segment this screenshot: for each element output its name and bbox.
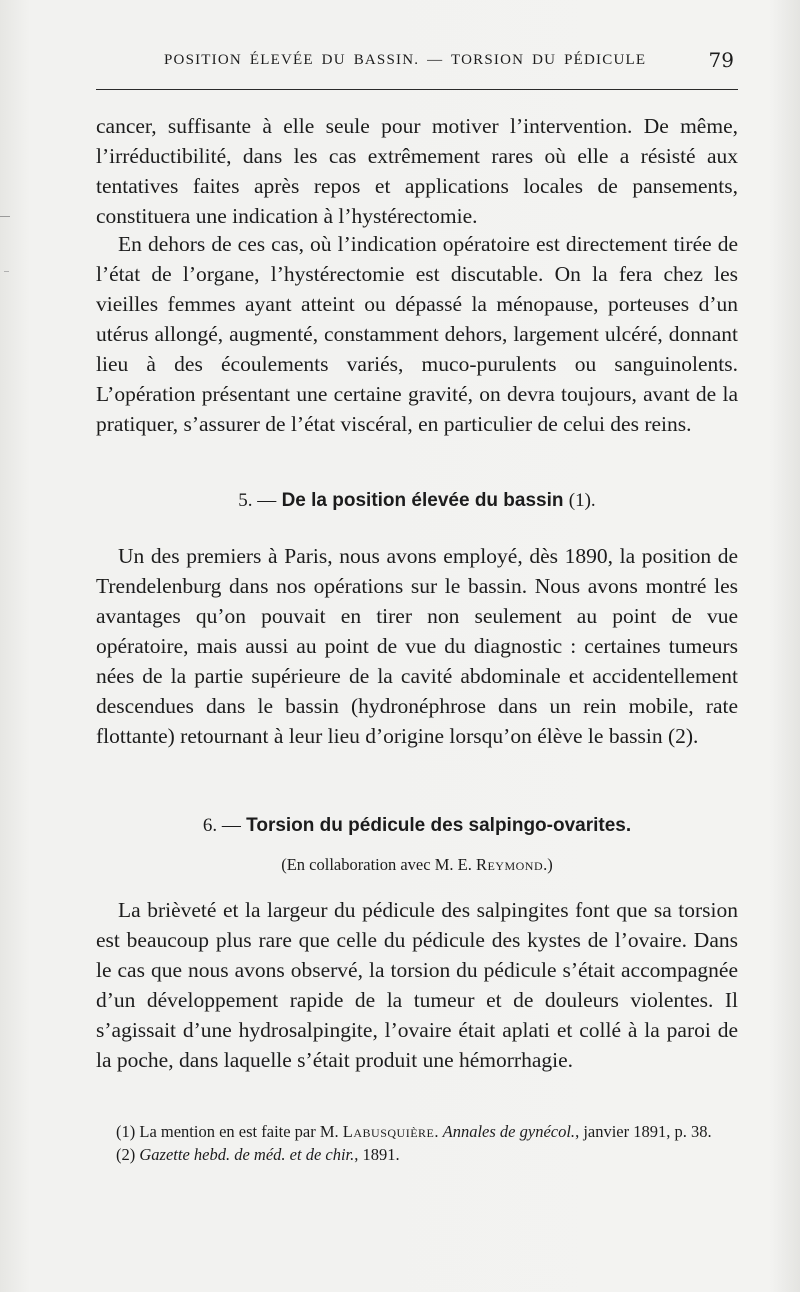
header-rule <box>96 89 738 90</box>
footnote-1-rest: , janvier 1891, p. 38. <box>575 1122 712 1141</box>
collab-prefix: (En collaboration avec M. E. <box>281 855 472 874</box>
collab-suffix: .) <box>543 855 553 874</box>
paragraph-trendelenburg: Un des premiers à Paris, nous avons employé, dès 1890, la position de Trendelenburg dans nos opérations sur le bassin. Nous avons montré les avantages qu’on pouvait en tirer non seulement au point de vue opératoire, mais aussi au point de vue du diagnostic : certaines tumeurs nées de la partie supérieure de la cavité abdominale et accidentellement descendues dans le bassin (hydronéphrose dans un rein mobile, rate flottante) retournant à leur lieu d’origine lorsqu’on élève le bassin (2). <box>96 544 738 748</box>
footnote-1-prefix: (1) La mention en est faite par M. <box>116 1122 339 1141</box>
scan-margin-mark <box>0 216 10 217</box>
paragraph-continuation: cancer, suffisante à elle seule pour motiver l’intervention. De même, l’irréductibilité, dans les cas extrêmement rares où elle a résisté aux tentatives faites après repos et applications locales de pansements, constituera une indication à l’hystérectomie. <box>96 114 738 228</box>
footnotes <box>96 1120 738 1166</box>
section-title: Torsion du pédicule des salpingo-ovarites. <box>246 815 632 836</box>
section-title: De la position élevée du bassin <box>281 490 564 511</box>
section-number: 5. — <box>238 490 277 511</box>
section-number: 6. — <box>202 815 241 836</box>
paragraph-torsion: La brièveté et la largeur du pédicule des salpingites font que sa torsion est beaucoup plus rare que celle du pédicule des kystes de l’ovaire. Dans le cas que nous avons observé, la torsion du pédicule s’était accompagnée d’un développement rapide de la tumeur et de douleurs violentes. Il s’agissait d’une hydrosalpingite, l’ovaire était aplati et collé à la paroi de la poche, dans laquelle s’était produit une hémorrhagie. <box>96 898 738 1072</box>
page-number: 79 <box>708 48 734 72</box>
section-heading-6 <box>96 815 738 837</box>
running-title: POSITION ÉLEVÉE DU BASSIN. — TORSION DU PÉDICULE <box>164 52 647 68</box>
footnote-1-sep: . <box>434 1122 439 1141</box>
footnote-2-journal: Gazette hebd. de méd. et de chir. <box>139 1145 355 1164</box>
paragraph-hysterectomy: En dehors de ces cas, où l’indication opératoire est directement tirée de l’état de l’organe, l’hystérectomie est discutable. On la fera chez les vieilles femmes ayant atteint ou dépassé la ménopause, porteuses d’un utérus allongé, augmenté, constamment dehors, largement ulcéré, donnant lieu à des écoulements variés, muco-purulents ou sanguinolents. L’opération présentant une certaine gravité, on devra toujours, avant de la pratiquer, s’assurer de l’état viscéral, en particulier de celui des reins. <box>96 232 738 436</box>
footnote-2-prefix: (2) <box>116 1145 136 1164</box>
footnote-1 <box>96 1120 738 1143</box>
section-heading-5 <box>96 490 738 512</box>
collaboration-note <box>96 855 738 875</box>
collab-name: Reymond <box>475 855 544 874</box>
footnote-1-journal: Annales de gynécol. <box>442 1122 576 1141</box>
footnote-2-rest: , 1891. <box>354 1145 400 1164</box>
scan-margin-mark <box>4 271 9 272</box>
footnote-ref: (1). <box>568 490 596 511</box>
footnote-1-author: Labusquière <box>342 1122 435 1141</box>
running-header <box>96 46 740 76</box>
footnote-2 <box>96 1143 738 1166</box>
